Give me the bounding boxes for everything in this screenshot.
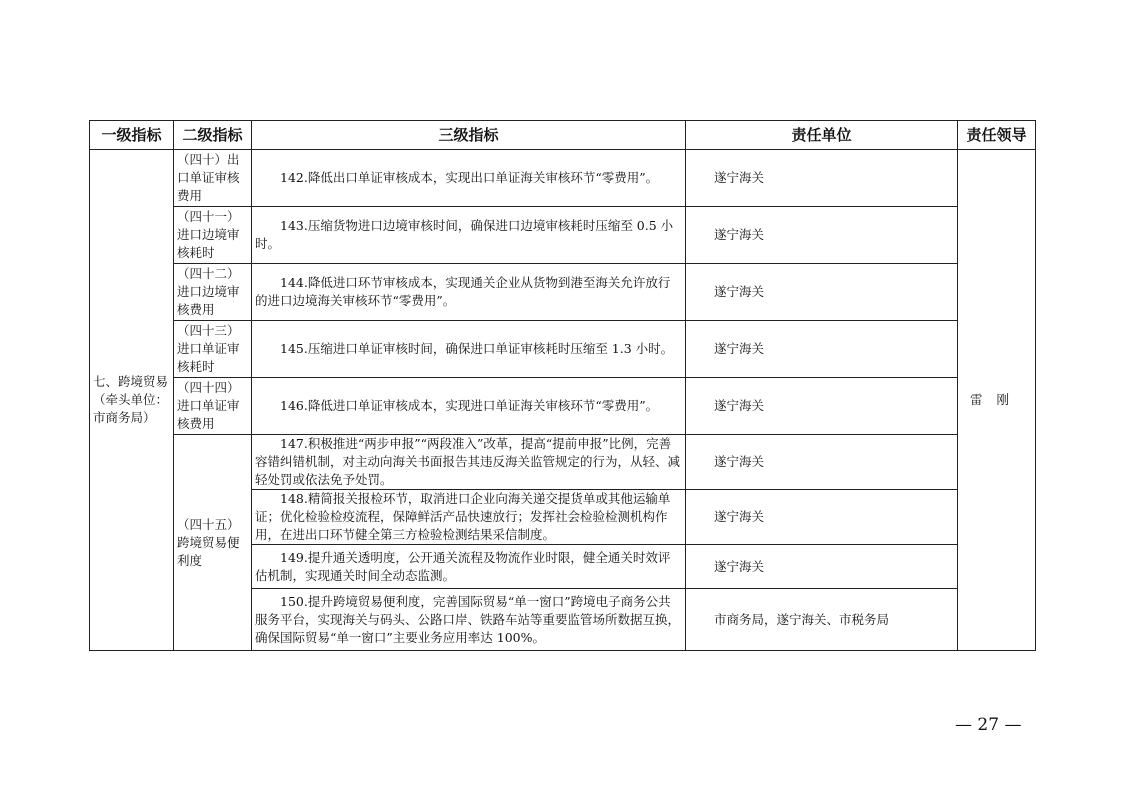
header-leader: 责任领导 bbox=[958, 121, 1036, 150]
page-number: — 27 — bbox=[955, 715, 1022, 735]
table-row bbox=[90, 150, 1036, 207]
table-row bbox=[90, 378, 1036, 435]
level2-cell: （四十）出口单证审核费用 bbox=[174, 150, 252, 207]
unit-cell: 遂宁海关 bbox=[686, 150, 958, 207]
unit-cell: 遂宁海关 bbox=[686, 435, 958, 490]
level3-cell: 148.精简报关报检环节，取消进口企业向海关递交提货单或其他运输单证；优化检验检疫流程，保障鲜活产品快速放行；发挥社会检验检测机构作用，在进出口环节健全第三方检验检测结果采信制度。 bbox=[252, 490, 686, 545]
header-unit: 责任单位 bbox=[686, 121, 958, 150]
level3-cell: 144.降低进口环节审核成本，实现通关企业从货物到港至海关允许放行的进口边境海关审核环节“零费用”。 bbox=[252, 264, 686, 321]
table-row bbox=[90, 435, 1036, 490]
level3-cell: 146.降低进口单证审核成本，实现进口单证海关审核环节“零费用”。 bbox=[252, 378, 686, 435]
level3-cell: 149.提升通关透明度，公开通关流程及物流作业时限，健全通关时效评估机制，实现通关时间全动态监测。 bbox=[252, 545, 686, 589]
level2-cell: （四十四）进口单证审核费用 bbox=[174, 378, 252, 435]
level3-cell: 147.积极推进“两步申报”“两段准入”改革，提高“提前申报”比例，完善容错纠错机制，对主动向海关书面报告其违反海关监管规定的行为，从轻、减轻处罚或依法免予处罚。 bbox=[252, 435, 686, 490]
unit-cell: 遂宁海关 bbox=[686, 264, 958, 321]
unit-cell: 遂宁海关 bbox=[686, 545, 958, 589]
level3-cell: 145.压缩进口单证审核时间，确保进口单证审核耗时压缩至 1.3 小时。 bbox=[252, 321, 686, 378]
level2-cell: （四十三）进口单证审核耗时 bbox=[174, 321, 252, 378]
level3-cell: 143.压缩货物进口边境审核时间，确保进口边境审核耗时压缩至 0.5 小时。 bbox=[252, 207, 686, 264]
unit-cell: 遂宁海关 bbox=[686, 207, 958, 264]
level2-cell: （四十五）跨境贸易便利度 bbox=[174, 435, 252, 651]
unit-cell: 市商务局，遂宁海关、市税务局 bbox=[686, 589, 958, 651]
level3-cell: 150.提升跨境贸易便利度，完善国际贸易“单一窗口”跨境电子商务公共服务平台，实现海关与码头、公路口岸、铁路车站等重要监管场所数据互换，确保国际贸易“单一窗口”主要业务应用率达 100%。 bbox=[252, 589, 686, 651]
level3-cell: 142.降低出口单证审核成本，实现出口单证海关审核环节“零费用”。 bbox=[252, 150, 686, 207]
unit-cell: 遂宁海关 bbox=[686, 490, 958, 545]
unit-cell: 遂宁海关 bbox=[686, 378, 958, 435]
header-level2: 二级指标 bbox=[174, 121, 252, 150]
table-row bbox=[90, 321, 1036, 378]
header-level1: 一级指标 bbox=[90, 121, 174, 150]
table-row bbox=[90, 207, 1036, 264]
header-row bbox=[90, 121, 1036, 150]
leader-cell: 雷刚 bbox=[958, 150, 1036, 651]
indicator-table bbox=[89, 120, 1036, 651]
unit-cell: 遂宁海关 bbox=[686, 321, 958, 378]
level1-cell: 七、跨境贸易（牵头单位：市商务局） bbox=[90, 150, 174, 651]
level2-cell: （四十一）进口边境审核耗时 bbox=[174, 207, 252, 264]
level2-cell: （四十二）进口边境审核费用 bbox=[174, 264, 252, 321]
table-row bbox=[90, 264, 1036, 321]
header-level3: 三级指标 bbox=[252, 121, 686, 150]
